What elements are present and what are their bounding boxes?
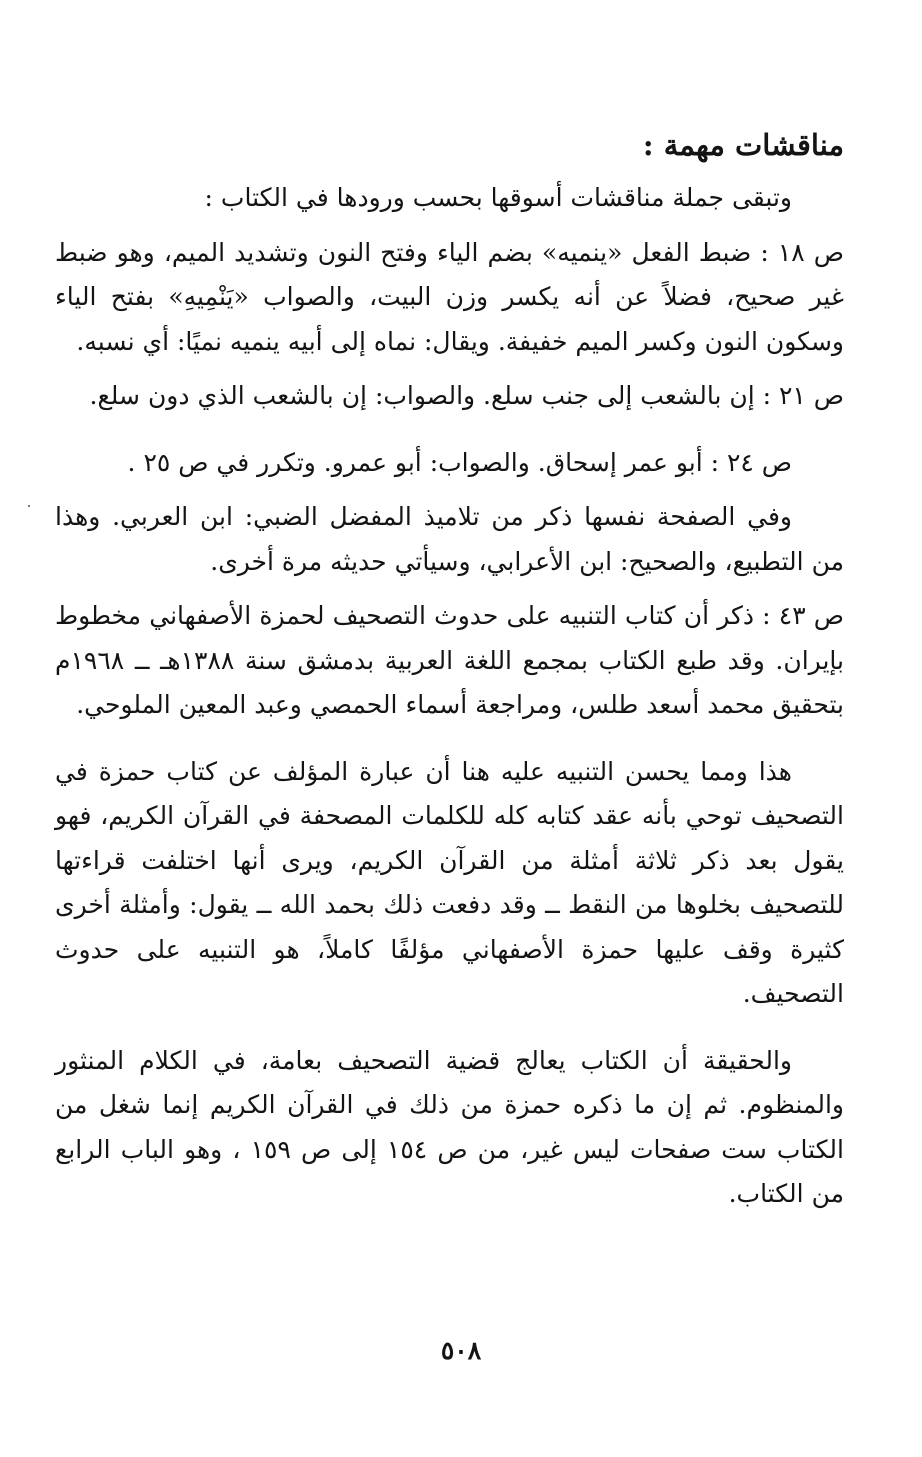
section-heading: مناقشات مهمة :	[642, 128, 844, 162]
paragraph-conclusion: والحقيقة أن الكتاب يعالج قضية التصحيف بعامة، في الكلام المنثور والمنظوم. ثم إن ما ذكره حمزة من ذلك في القرآن الكريم إنما شغل من الكتاب ست صفحات ليس غير، من ص ١٥٤ إلى ص ١٥٩ ، وهو الباب الرابع من الكتاب.	[55, 1045, 844, 1208]
paragraph-p43: ص ٤٣ : ذكر أن كتاب التنبيه على حدوث التصحيف لحمزة الأصفهاني مخطوط بإيران. وقد طبع الكتاب بمجمع اللغة العربية بدمشق سنة ١٣٨٨هـ ــ ١٩٦٨م بتحقيق محمد أسعد طلس، ومراجعة أسماء الحمصي وعبد المعين الملوحي.	[55, 601, 845, 719]
page-number: ٥٠٨	[440, 1336, 482, 1365]
paragraph-same-page: وفي الصفحة نفسها ذكر من تلاميذ المفضل الضبي: ابن العربي. وهذا من التطبيع، والصحيح: ابن الأعرابي، وسيأتي حديثه مرة أخرى.	[55, 502, 844, 576]
page-body	[55, 122, 844, 1227]
intro-paragraph: وتبقى جملة مناقشات أسوقها بحسب ورودها في الكتاب :	[204, 183, 792, 212]
paragraph-p18: ص ١٨ : ضبط الفعل «ينميه» بضم الياء وفتح النون وتشديد الميم، وهو ضبط غير صحيح، فضلاً عن أنه يكسر وزن البيت، والصواب «يَنْمِيهِ» بفتح الياء وسكون النون وكسر الميم خفيفة. ويقال: نماه إلى أبيه ينميه نميًا: أي نسبه.	[55, 237, 845, 356]
margin-speck	[28, 505, 30, 507]
paragraph-p21: ص ٢١ : إن بالشعب إلى جنب سلع. والصواب: إن بالشعب الذي دون سلع.	[89, 381, 844, 410]
paragraph-p24: ص ٢٤ : أبو عمر إسحاق. والصواب: أبو عمرو. وتكرر في ص ٢٥ .	[127, 447, 792, 477]
paragraph-hamza-book: هذا ومما يحسن التنبيه عليه هنا أن عبارة المؤلف عن كتاب حمزة في التصحيف توحي بأنه عقد كتابه كله للكلمات المصحفة في القرآن الكريم، فهو يقول بعد ذكر ثلاثة أمثلة من القرآن الكريم، ويرى أنها اختلفت قراءتها للتصحيف بخلوها من النقط ــ وقد دفعت ذلك بحمد الله ــ يقول: وأمثلة أخرى كثيرة وقف عليها حمزة الأصفهاني مؤلفًا كاملاً، هو التنبيه على حدوث التصحيف.	[55, 756, 844, 1008]
